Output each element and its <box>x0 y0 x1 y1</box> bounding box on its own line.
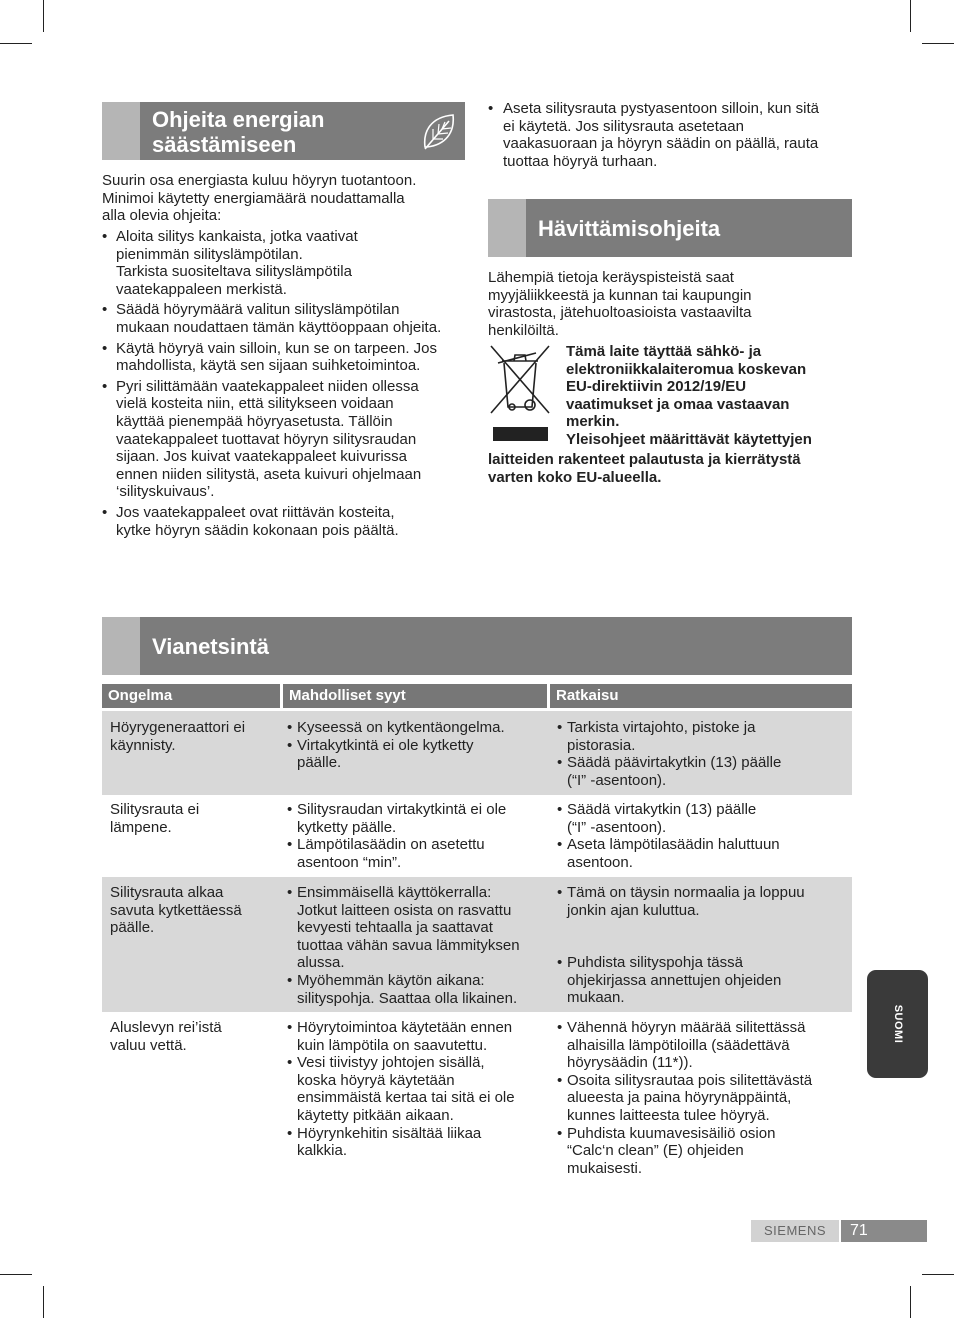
brand-label: SIEMENS <box>751 1220 839 1242</box>
crop-mark <box>910 0 911 32</box>
list-item: • Aseta silitysrauta pystyasentoon silloin, kun sitä ei käytetä. Jos silitysrauta asetetaan vaakasuoraan ja höyryn säädin on päällä, rauta tuottaa höyryä turhaan. <box>488 100 854 170</box>
energy-tips-list-continued <box>488 100 854 173</box>
list-item: • Myöhemmän käytön aikana: silityspohja. Saattaa olla likainen. <box>287 972 549 1007</box>
list-item: • Osoita silitysrautaa pois silitettävästä alueesta ja paina höyrynäppäintä, kunnes laitteesta tulee höyryä. <box>557 1072 849 1125</box>
crop-mark <box>0 43 32 44</box>
energy-intro: Suurin osa energiasta kuluu höyryn tuotantoon. Minimoi käytetty energiamäärä noudattamalla alla olevia ohjeita: <box>102 172 417 225</box>
crop-mark <box>910 1286 911 1318</box>
list-item: • Ensimmäisellä käyttökerralla: Jotkut laitteen osista on rasvattu kevyesti tehtaalla ja saattavat tuottaa vähän savua lämmityksen alussa. <box>287 884 549 972</box>
header-tab <box>102 617 140 675</box>
causes-cell <box>287 801 549 871</box>
list-item: • Kyseessä on kytkentäongelma. <box>287 719 549 737</box>
list-item: • Pyri silittämään vaatekappaleet niiden ollessa vielä kosteita niin, että silitykseen voidaan käyttää pienempää höyryasetusta. Tällöin vaatekappaleet tuottavat höyryn silitysraudan sijaan. Jos kuivat vaatekappaleet kuivurissa ennen niiden silitystä, aseta kuivuri ohjelmaan ‘silityskuivaus’. <box>102 378 467 501</box>
language-tab <box>867 970 928 1078</box>
crop-mark <box>922 43 954 44</box>
crop-mark <box>43 1286 44 1318</box>
crop-mark <box>43 0 44 32</box>
header-tab <box>488 199 526 257</box>
list-item: • Säädä virtakytkin (13) päälle (“I” -asentoon). <box>557 801 849 836</box>
leaf-icon <box>421 111 457 151</box>
list-item: • Puhdista silityspohja tässä ohjekirjassa annettujen ohjeiden mukaan. <box>557 954 849 1007</box>
list-item: • Vesi tiivistyy johtojen sisällä, koska höyryä käytetään ensimmäistä kertaa tai sitä ei ole käytetty pitkään aikaan. <box>287 1054 549 1124</box>
troubleshooting-section-header <box>102 617 852 675</box>
disposal-intro: Lähempiä tietoja keräyspisteistä saat myyjäliikkeestä ja kunnan tai kaupungin virastosta, jätehuoltoasioista vastaavilta henkilöiltä. <box>488 269 752 339</box>
weee-notice-continued: laitteiden rakenteet palautusta ja kierrätystä varten koko EU-alueella. <box>488 451 801 486</box>
list-item: • Höyrynkehitin sisältää liikaa kalkkia. <box>287 1125 549 1160</box>
list-item: • Silitysraudan virtakytkintä ei ole kytketty päälle. <box>287 801 549 836</box>
causes-cell <box>287 884 549 1007</box>
list-item: • Vähennä höyryn määrää silitettässä alhaisilla lämpötiloilla (säädettävä höyrysäädin (11*)). <box>557 1019 849 1072</box>
column-header-problem: Ongelma <box>102 684 280 708</box>
list-item: • Tarkista virtajohto, pistoke ja pistorasia. <box>557 719 849 754</box>
list-item: • Jos vaatekappaleet ovat riittävän kosteita, kytke höyryn säädin kokonaan pois päältä. <box>102 504 467 539</box>
causes-cell <box>287 1019 549 1160</box>
solutions-cell <box>557 719 849 789</box>
list-item: • Säädä höyrymäärä valitun silityslämpötilan mukaan noudattaen tämän käyttöoppaan ohjeita. <box>102 301 467 336</box>
language-tab-label: SUOMI <box>891 1004 904 1044</box>
weee-notice: Tämä laite täyttää sähkö- ja elektroniikkalaiteromua koskevan EU-direktiivin 2012/19/EU vaatimukset ja omaa vastaavan merkin. Yleisohjeet määrittävät käytettyjen <box>566 343 812 448</box>
energy-section-title: Ohjeita energian säästämiseen <box>152 107 325 157</box>
disposal-section-header <box>488 199 852 257</box>
problem-cell: Silitysrauta ei lämpene. <box>110 801 200 836</box>
list-item: • Aseta lämpötilasäädin haluttuun asentoon. <box>557 836 849 871</box>
causes-cell <box>287 719 549 772</box>
solutions-cell <box>557 884 849 1007</box>
list-item: • Lämpötilasäädin on asetettu asentoon “min”. <box>287 836 549 871</box>
crop-mark <box>0 1274 32 1275</box>
list-item: • Käytä höyryä vain silloin, kun se on tarpeen. Jos mahdollista, käytä sen sijaan suihketoimintoa. <box>102 340 467 375</box>
header-tab <box>102 102 140 160</box>
list-item: • Tämä on täysin normaalia ja loppuu jonkin ajan kuluttua. <box>557 884 849 919</box>
page-number: 71 <box>841 1220 927 1242</box>
list-item: • Höyrytoimintoa käytetään ennen kuin lämpötila on saavutettu. <box>287 1019 549 1054</box>
energy-tips-list <box>102 228 467 542</box>
list-item: • Puhdista kuumavesisäiliö osion “Calc‘n clean” (E) ohjeiden mukaisesti. <box>557 1125 849 1178</box>
problem-cell: Höyrygeneraattori ei käynnisty. <box>110 719 246 754</box>
column-header-causes: Mahdolliset syyt <box>283 684 547 708</box>
list-item: • Virtakytkintä ei ole kytketty päälle. <box>287 737 549 772</box>
troubleshooting-title: Vianetsintä <box>152 634 269 659</box>
crossed-out-bin-icon <box>488 343 552 443</box>
solutions-cell <box>557 801 849 871</box>
energy-section-header <box>102 102 465 160</box>
column-header-solution: Ratkaisu <box>550 684 852 708</box>
list-item: • Aloita silitys kankaista, jotka vaativat pienimmän silityslämpötilan. Tarkista suositeltava silityslämpötila vaatekappaleen merkistä. <box>102 228 467 298</box>
problem-cell: Silitysrauta alkaa savuta kytkettäessä päälle. <box>110 884 242 937</box>
solutions-cell <box>557 1019 849 1177</box>
list-item: • Säädä päävirtakytkin (13) päälle (“I” -asentoon). <box>557 754 849 789</box>
crop-mark <box>922 1274 954 1275</box>
problem-cell: Aluslevyn rei’istä valuu vettä. <box>110 1019 222 1054</box>
disposal-section-title: Hävittämisohjeita <box>538 216 721 241</box>
